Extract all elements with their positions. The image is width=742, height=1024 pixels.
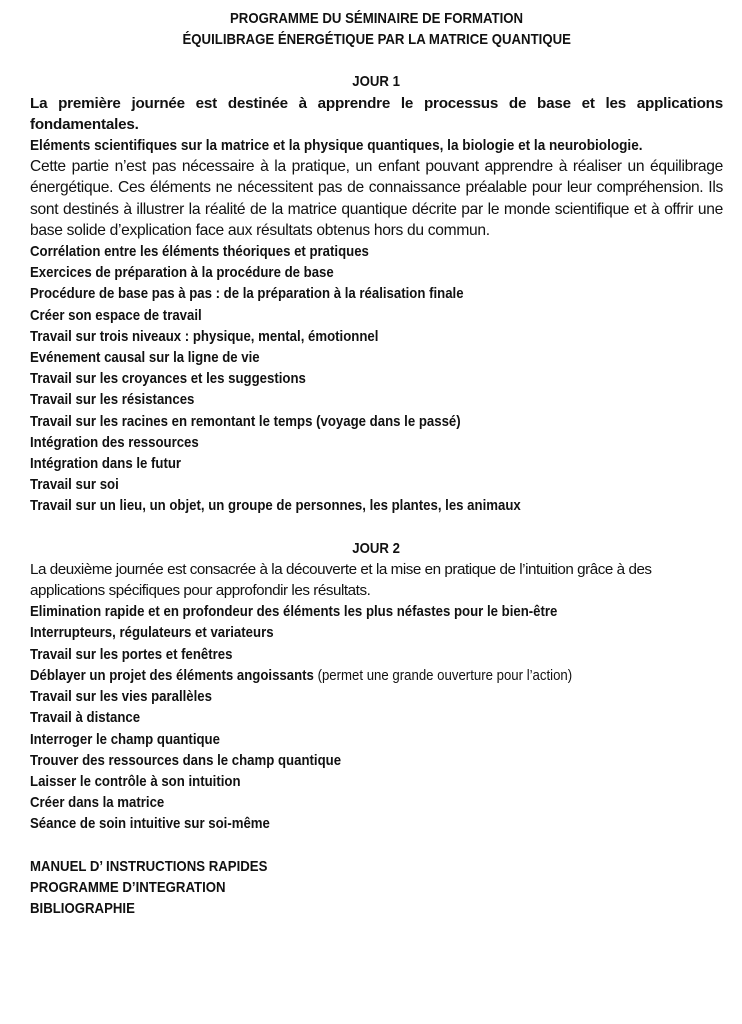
list-item-text: Travail sur trois niveaux : physique, mental, émotionnel [30,327,379,345]
list-item-text: Interrupteurs, régulateurs et variateurs [30,624,274,642]
spacer [30,517,723,538]
list-item [30,368,723,389]
list-item-text: Travail sur un lieu, un objet, un groupe de personnes, les plantes, les animaux [30,497,521,515]
list-item [30,411,723,432]
list-item [30,750,723,771]
day2-intro-text: La deuxième journée est consacrée à la découverte et la mise en pratique de l’intuition grâce à des applications spécifiques pour approfondir les résultats. [30,560,652,600]
title-line-1 [30,8,723,29]
day2-heading-text: JOUR 2 [352,539,401,557]
list-item [30,283,723,304]
list-item [30,771,723,792]
appendix-item-text: BIBLIOGRAPHIE [30,899,135,917]
appendix-item [30,898,723,919]
list-item-mixed [30,665,723,686]
list-item [30,729,723,750]
day1-science-text: Cette partie n’est pas nécessaire à la pratique, un enfant pouvant apprendre à réaliser un équilibrage énergétique. Ces éléments ne nécessitent pas de connaissance préalable pour leur compréhension. Ils sont destinés à illustrer la réalité de la matrice quantique décrite par le monde scientifique et à offrir une base solide d’explication face aux résultats obtenus hors du commun. [30,158,723,239]
list-item [30,326,723,347]
day1-heading-text: JOUR 1 [352,73,401,91]
list-item-text: Interroger le champ quantique [30,730,220,748]
title-line-1-text: PROGRAMME DU SÉMINAIRE DE FORMATION [229,10,524,27]
day2-items [30,601,723,834]
day1-heading [30,71,723,92]
list-item [30,622,723,643]
list-item [30,644,723,665]
list-item [30,686,723,707]
list-item [30,495,723,516]
list-item-text: Exercices de préparation à la procédure de base [30,264,334,282]
list-item-text: Elimination rapide et en profondeur des éléments les plus néfastes pour le bien-être [30,603,558,621]
list-item-text: Intégration dans le futur [30,455,182,473]
list-item-text: Travail sur les portes et fenêtres [30,645,233,663]
list-item [30,813,723,834]
appendix-item-text: MANUEL D’ INSTRUCTIONS RAPIDES [30,857,268,875]
appendix-list [30,856,723,920]
spacer [30,835,723,856]
list-item [30,262,723,283]
list-item [30,601,723,622]
list-item [30,305,723,326]
list-item [30,389,723,410]
list-item [30,432,723,453]
day1-items [30,241,723,517]
appendix-item [30,877,723,898]
day2-heading [30,538,723,559]
list-item [30,347,723,368]
document-page [30,8,723,919]
appendix-item-text: PROGRAMME D’INTEGRATION [30,878,226,896]
list-item-text: Travail sur les croyances et les suggestions [30,370,306,388]
list-item-text: Corrélation entre les éléments théoriques et pratiques [30,243,369,261]
list-item-text: Trouver des ressources dans le champ quantique [30,751,342,769]
day1-science-title-text: Eléments scientifiques sur la matrice et la physique quantiques, la biologie et la neurobiologie. [30,137,643,155]
day1-science-title [30,135,723,156]
list-item [30,241,723,262]
list-item-text: Procédure de base pas à pas : de la préparation à la réalisation finale [30,285,464,303]
list-item-text: Laisser le contrôle à son intuition [30,772,241,790]
day2-intro [30,559,723,601]
list-item-note-text: (permet une grande ouverture pour l’action) [313,666,573,684]
list-item-bold-text: Déblayer un projet des éléments angoissants [30,666,314,684]
list-item-text: Evénement causal sur la ligne de vie [30,349,260,367]
list-item-text: Travail sur les résistances [30,391,195,409]
list-item-text: Intégration des ressources [30,433,199,451]
list-item-text: Travail à distance [30,709,141,727]
list-item-text: Travail sur soi [30,476,119,494]
title-line-2 [30,29,723,50]
list-item [30,453,723,474]
list-item-text: Séance de soin intuitive sur soi-même [30,815,270,833]
appendix-item [30,856,723,877]
list-item-text: Travail sur les racines en remontant le temps (voyage dans le passé) [30,412,461,430]
day1-intro: La première journée est destinée à apprendre le processus de base et les applications fondamentales. [30,94,723,133]
list-item-text: Créer son espace de travail [30,306,202,324]
spacer [30,50,723,71]
list-item [30,792,723,813]
list-item [30,474,723,495]
title-line-2-text: ÉQUILIBRAGE ÉNERGÉTIQUE PAR LA MATRICE QUANTIQUE [182,31,571,49]
list-item-text: Travail sur les vies parallèles [30,688,212,706]
list-item-text: Créer dans la matrice [30,794,165,812]
list-item [30,707,723,728]
